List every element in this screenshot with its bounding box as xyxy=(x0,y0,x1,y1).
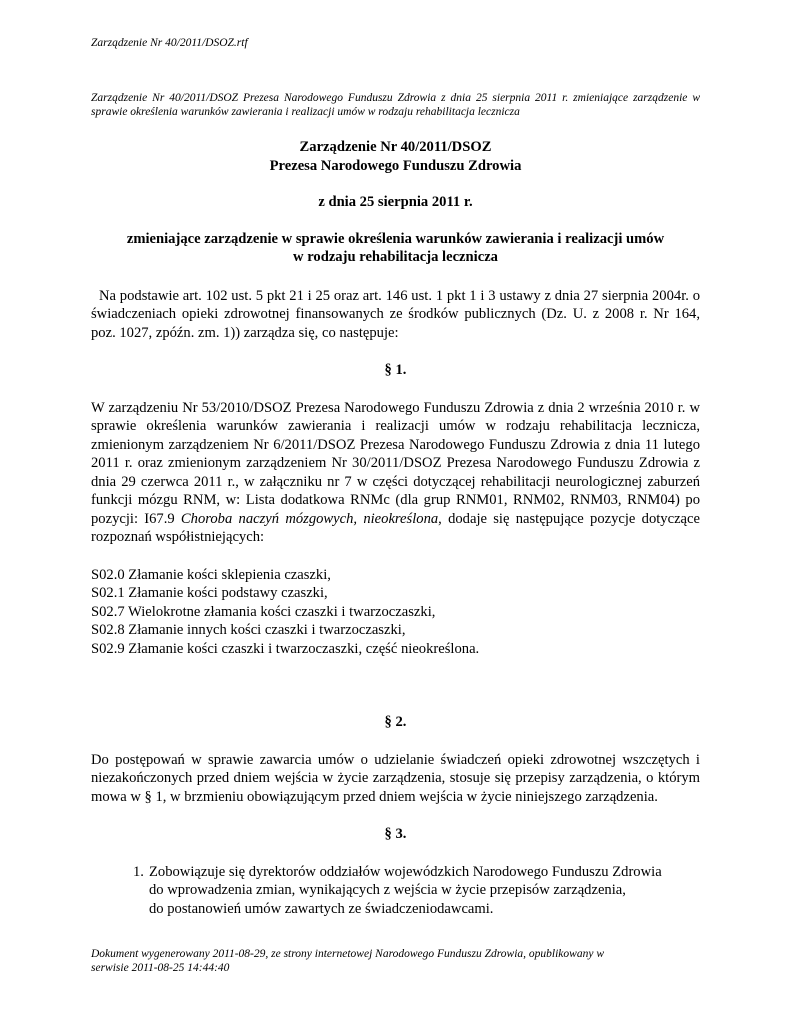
document-body xyxy=(91,138,700,918)
list-item xyxy=(133,863,700,919)
list-item-line: do wprowadzenia zmian, wynikających z wejścia w życie przepisów zarządzenia, xyxy=(149,882,626,898)
preamble: Na podstawie art. 102 ust. 5 pkt 21 i 25 oraz art. 146 ust. 1 pkt 1 i 3 ustawy z dnia 27 sierpnia 2004r. o świadczeniach opieki zdrowotnej finansowanych ze środków publicznych (Dz. U. z 2008 r. Nr 164, poz. 1027, zpóźn. zm. 1)) zarządza się, co następuje: xyxy=(91,287,700,341)
list-item: S02.0 Złamanie kości sklepienia czaszki, xyxy=(91,566,331,583)
section-1-text-before: W zarządzeniu Nr 53/2010/DSOZ Prezesa Narodowego Funduszu Zdrowia z dnia 2 września 2010 r. w sprawie określenia warunków zawierania i realizacji umów w rodzaju rehabilitacja lecznicza, zmienionym zarządzeniem Nr 6/2011/DSOZ Prezesa Narodowego Funduszu Zdrowia z dnia 11 lutego 2011 r. oraz zmienionym zarządzeniem Nr 30/2011/DSOZ Prezesa Narodowego Funduszu Zdrowia z dnia 29 czerwca 2011 r., w załączniku nr 7 w części dotyczącej rehabilitacji neurologicznej zaburzeń funkcji mózgu RNM, w: Lista dodatkowa RNMc (dla grup RNM01, RNM02, RNM03, RNM04) po pozycji: I67.9 xyxy=(91,399,700,527)
footer-line-2: serwisie 2011-08-25 14:44:40 xyxy=(91,962,230,974)
section-3-list xyxy=(91,863,700,919)
page-footer xyxy=(91,947,700,975)
title-subject-line-1: zmieniające zarządzenie w sprawie określenia warunków zawierania i realizacji umów xyxy=(126,230,665,247)
section-1-heading: § 1. xyxy=(384,362,407,378)
title-line-1: Zarządzenie Nr 40/2011/DSOZ xyxy=(299,139,492,155)
section-2-text: Do postępowań w sprawie zawarcia umów o udzielanie świadczeń opieki zdrowotnej wszczętych i niezakończonych przed dniem wejścia w życie zarządzenia, stosuje się przepisy zarządzenia, o którym mowa w § 1, w brzmieniu obowiązującym przed dniem wejścia w życie niniejszego zarządzenia. xyxy=(91,751,700,805)
list-item: S02.8 Złamanie innych kości czaszki i twarzoczaszki, xyxy=(91,622,406,638)
list-item-line: Zobowiązuje się dyrektorów oddziałów wojewódzkich Narodowego Funduszu Zdrowia xyxy=(149,863,662,880)
document-file-name: Zarządzenie Nr 40/2011/DSOZ.rtf xyxy=(91,37,248,49)
document-description: Zarządzenie Nr 40/2011/DSOZ Prezesa Narodowego Funduszu Zdrowia z dnia 25 sierpnia 2011 r. zmieniające zarządzenie w sprawie określenia warunków zawierania i realizacji umów w rodzaju rehabilitacja lecznicza xyxy=(91,92,700,118)
section-1-text xyxy=(91,399,700,547)
section-3-heading: § 3. xyxy=(384,826,407,842)
section-1-diagnosis-list xyxy=(91,566,700,659)
list-item: S02.9 Złamanie kości czaszki i twarzoczaszki, część nieokreślona. xyxy=(91,640,480,657)
title-line-2: Prezesa Narodowego Funduszu Zdrowia xyxy=(269,157,522,174)
section-1-italic-term: Choroba naczyń mózgowych, nieokreślona xyxy=(180,510,439,527)
section-2-heading: § 2. xyxy=(384,714,407,730)
list-item-number: 1. xyxy=(133,863,144,880)
footer-line-1: Dokument wygenerowany 2011-08-29, ze strony internetowej Narodowego Funduszu Zdrowia, opublikowany w xyxy=(91,948,604,960)
list-item: S02.1 Złamanie kości podstawy czaszki, xyxy=(91,585,328,601)
section-1-text-after: , dodaje się następujące pozycje dotyczące rozpoznań współistniejących: xyxy=(91,510,700,545)
title-date: z dnia 25 sierpnia 2011 r. xyxy=(318,194,473,210)
list-item-line: do postanowień umów zawartych ze świadczeniodawcami. xyxy=(149,900,494,917)
title-subject-line-2: w rodzaju rehabilitacja lecznicza xyxy=(293,249,498,265)
list-item: S02.7 Wielokrotne złamania kości czaszki i twarzoczaszki, xyxy=(91,603,436,620)
